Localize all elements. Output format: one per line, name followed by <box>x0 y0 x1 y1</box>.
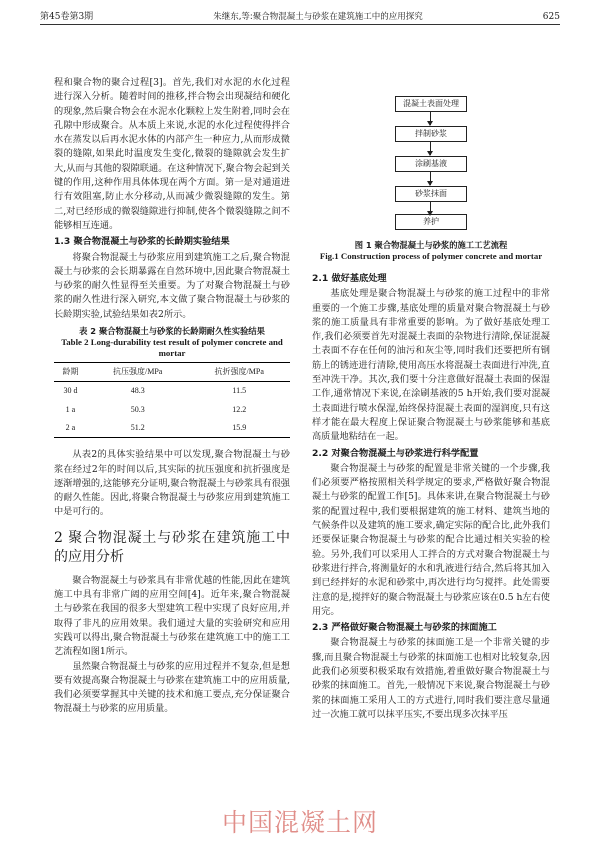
section-2-2-heading: 2.2 对聚合物混凝土与砂浆进行科学配置 <box>312 447 479 459</box>
table-row <box>54 419 290 438</box>
flow-step-mix-mortar: 拌制砂浆 <box>395 126 467 142</box>
page-header <box>40 4 560 25</box>
paragraph: 程和聚合物的聚合过程[3]。首先,我们对水泥的水化过程进行深入分析。随着时间的推移,拌合物会出现凝结和硬化的现象,然后聚合物会在水泥水化颗粒上发生附着,同时会在孔隙中形成聚合。从本质上来说,水泥的水化过程使得拌合水在蒸发以后再水泥水体的内部产生一种应力,从而形成微裂的缝隙,如果此时温度发生变化,微裂的缝隙就会发生扩大,从而与其他的裂隙联通。在这种情况下,聚合物会起到关键的作用,这种作用具体体现在两个方面。第一是对通道进行有效阻塞,防止水分移动,从而减少微裂缝隙的发生。第二,对已经形成的微裂缝隙进行抑制,使各个微裂缝隙之间不能够相互连通。 <box>54 77 290 231</box>
table-cell: 11.5 <box>232 386 247 396</box>
paragraph: 聚合物混凝土与砂浆的配置是非常关键的一个步骤,我们必须要严格按照相关科学规定的要求,严格做好聚合物混凝土与砂浆的配置工作[5]。具体来讲,在聚合物混凝土与砂浆的配置过程中,我们要根据建筑的施工材料、建筑当地的气候条件以及建筑的施工要求,确定实际的配合比,此外我们还要保证聚合物混凝土与砂浆的配合比通过相关实验的检验。另外,我们可以采用人工拌合的方式对聚合物混凝土与砂浆进行拌合,将测量好的水和乳液进行结合,然后将其加入到已经拌好的水泥和砂浆中,再次进行均匀搅拌。此处需要注意的是,搅拌好的聚合物混凝土与砂浆应该在0.5 h左右使用完。 <box>312 462 550 617</box>
figure-caption-en: Fig.1 Construction process of polymer concrete and mortar <box>319 251 543 261</box>
section-1-3-heading: 1.3 聚合物混凝土与砂浆的长龄期实验结果 <box>54 236 230 248</box>
table-row <box>54 401 290 419</box>
table-header-cell: 龄期 <box>62 367 79 377</box>
running-title: 朱继东,等:聚合物混凝土与砂浆在建筑施工中的应用探究 <box>213 12 423 22</box>
durability-table <box>54 362 290 438</box>
figure-caption-cn: 图 1 聚合物混凝土与砂浆的施工工艺流程 <box>354 240 508 250</box>
journal-volume: 第45卷第3期 <box>40 12 94 22</box>
flow-step-apply-base: 涂刷基液 <box>395 156 467 172</box>
table-caption-en: Table 2 Long-durability test result of polymer concrete and mortar <box>61 337 283 359</box>
paragraph: 虽然聚合物混凝土与砂浆的应用过程并不复杂,但是想要有效提高聚合物混凝土与砂浆在建筑施工中的应用质量,我们必须要掌握其中关键的技术和施工要点,充分保证聚合物混凝土与砂浆的应用质量。 <box>54 660 290 715</box>
table-header-cell: 抗折强度/MPa <box>214 367 264 377</box>
table-cell: 48.3 <box>130 386 145 396</box>
table-cell: 50.3 <box>130 404 145 414</box>
table-cell: 2 a <box>65 422 76 432</box>
table-caption-cn: 表 2 聚合物混凝土与砂浆的长龄期耐久性实验结果 <box>79 326 265 337</box>
flow-arrow <box>430 172 431 185</box>
table-cell: 1 a <box>65 404 76 414</box>
table-cell: 51.2 <box>130 422 145 432</box>
table-header-row <box>54 363 290 382</box>
site-watermark: 中国混凝土网 <box>221 808 378 837</box>
table-row <box>54 382 290 401</box>
table-cell: 30 d <box>63 386 78 396</box>
process-flowchart <box>312 52 550 228</box>
table-header-cell: 抗压强度/MPa <box>113 367 163 377</box>
table-cell: 15.9 <box>232 422 247 432</box>
paragraph: 将聚合物混凝土与砂浆应用到建筑施工之后,聚合物混凝土与砂浆的会长期暴露在自然环境中,因此聚合物混凝土与砂浆的耐久性显得至关重要。为了对聚合物混凝土与砂浆的耐久性进行深入研究,本文做了聚合物混凝土与砂浆的长龄期实验,试验结果如表2所示。 <box>54 251 290 320</box>
flow-step-surface-treatment: 混凝土表面处理 <box>395 96 467 112</box>
right-column <box>312 52 550 722</box>
paragraph: 聚合物混凝土与砂浆的抹面施工是一个非常关键的步骤,而且聚合物混凝土与砂浆的抹面施工也相对比较复杂,因此我们必须要积极采取有效措施,着重做好聚合物混凝土与砂浆的抹面施工。首先,一般情况下来说,聚合物混凝土与砂浆的抹面施工采用人工的方式进行,同时我们要注意尽量通过一次施工就可以抹平压实,不要出现多次抹平压 <box>312 637 550 720</box>
paragraph: 从表2的具体实验结果中可以发现,聚合物混凝土与砂浆在经过2年的时间以后,其实际的抗压强度和抗折强度是逐渐增强的,这能够充分证明,聚合物混凝土与砂浆具有很强的耐久性能。因此,将聚合物混凝土与砂浆应用到建筑施工中是可行的。 <box>54 449 290 518</box>
paragraph: 聚合物混凝土与砂浆具有非常优越的性能,因此在建筑施工中具有非常广阔的应用空间[4]。近年来,聚合物混凝土与砂浆在我国的很多大型建筑工程中实现了良好应用,并取得了非凡的应用效果。我们通过大量的实验研究和应用实践可以得出,聚合物混凝土与砂浆在建筑施工中的施工工艺流程如图1所示。 <box>54 574 290 658</box>
table-cell: 12.2 <box>232 404 247 414</box>
section-2-1-heading: 2.1 做好基底处理 <box>312 273 387 284</box>
table-2-caption <box>54 326 290 359</box>
section-2-heading: 2 聚合物混凝土与砂浆在建筑施工中的应用分析 <box>54 529 290 565</box>
section-2-3-heading: 2.3 严格做好聚合物混凝土与砂浆的抹面施工 <box>312 622 497 634</box>
flow-step-plastering: 砂浆抹面 <box>395 186 467 202</box>
flow-arrow <box>430 112 431 125</box>
flow-step-curing: 养护 <box>395 214 467 230</box>
figure-1-caption <box>312 240 550 262</box>
page-number: 625 <box>542 12 560 22</box>
flow-arrow <box>430 142 431 155</box>
left-column <box>54 76 290 717</box>
paragraph: 基底处理是聚合物混凝土与砂浆的施工过程中的非常重要的一个施工步骤,基底处理的质量对聚合物混凝土与砂浆的施工质量具有非常重要的影响。为了做好基底处理工作,我们必须要首先对混凝土表面的杂物进行清除,保证混凝土表面不存在任何的油污和灰尘等,同时我们还要把所有钢筋上的锈迹进行清除,使用高压水将混凝土表面进行冲洗,直至冲洗干净。其次,我们要十分注意做好混凝土表面的保湿工作,通常情况下来说,在涂刷基液的5 h开始,我们要对混凝土表面进行喷水保湿,始终保持混凝土表面的湿润度,只有这样才能在最大程度上保证聚合物混凝土与砂浆能够和基底高质量地粘结在一起。 <box>312 288 550 443</box>
